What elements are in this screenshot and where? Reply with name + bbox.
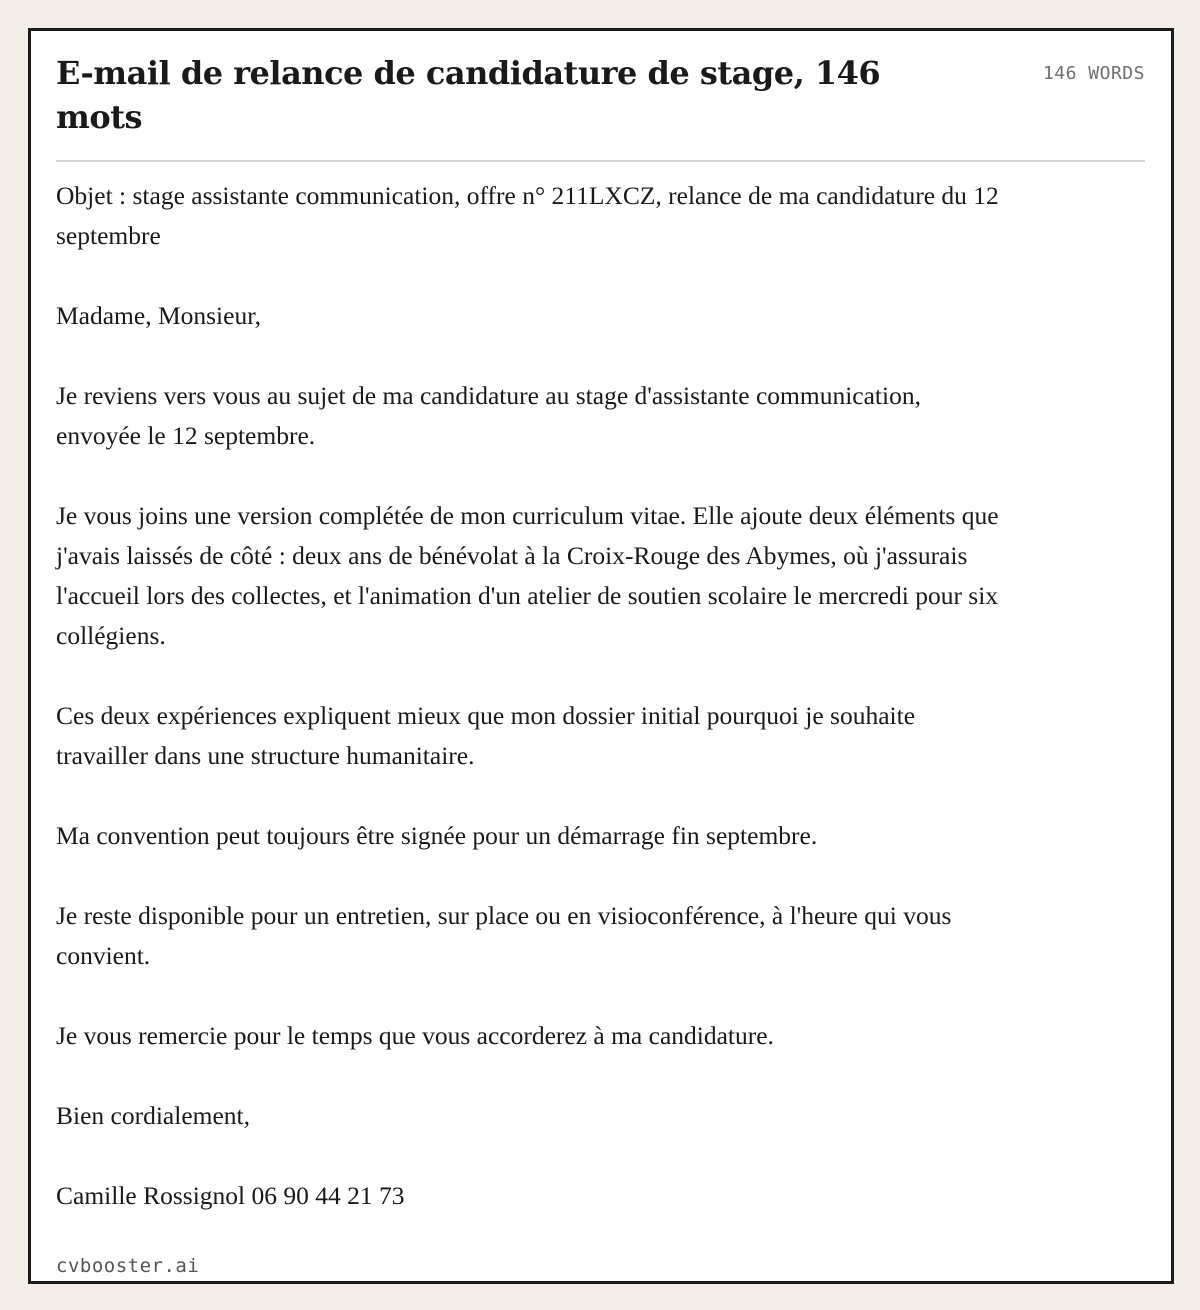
email-closing: Bien cordialement,: [56, 1101, 251, 1130]
email-card: [28, 28, 1174, 1284]
email-paragraph: Je reste disponible pour un entretien, sur place ou en visioconférence, à l'heure qui vous convient.: [56, 901, 952, 970]
word-count-badge: 146 WORDS: [1042, 63, 1145, 84]
email-salutation: Madame, Monsieur,: [56, 301, 262, 330]
email-subject-line: Objet : stage assistante communication, offre n° 211LXCZ, relance de ma candidature du 12 septembre: [56, 181, 999, 250]
footer-brand: cvbooster.ai: [56, 1255, 200, 1277]
email-body: [56, 176, 1001, 1216]
email-paragraph: Je vous remercie pour le temps que vous accorderez à ma candidature.: [56, 1021, 774, 1050]
email-paragraph: Ma convention peut toujours être signée pour un démarrage fin septembre.: [56, 821, 818, 850]
header-divider: [56, 160, 1145, 162]
email-paragraph: Je vous joins une version complétée de mon curriculum vitae. Elle ajoute deux éléments que j'avais laissés de côté : deux ans de bénévolat à la Croix-Rouge des Abymes, où j'assurais l'accueil lors des collectes, et l'animation d'un atelier de soutien scolaire le mercredi pour six collégiens.: [56, 501, 999, 650]
email-paragraph: Je reviens vers vous au sujet de ma candidature au stage d'assistante communication, envoyée le 12 septembre.: [56, 381, 921, 450]
email-paragraph: Ces deux expériences expliquent mieux que mon dossier initial pourquoi je souhaite travailler dans une structure humanitaire.: [56, 701, 916, 770]
email-signature: Camille Rossignol 06 90 44 21 73: [56, 1181, 405, 1210]
document-title: E-mail de relance de candidature de stage, 146 mots: [56, 54, 881, 136]
card-header: [56, 51, 1145, 161]
